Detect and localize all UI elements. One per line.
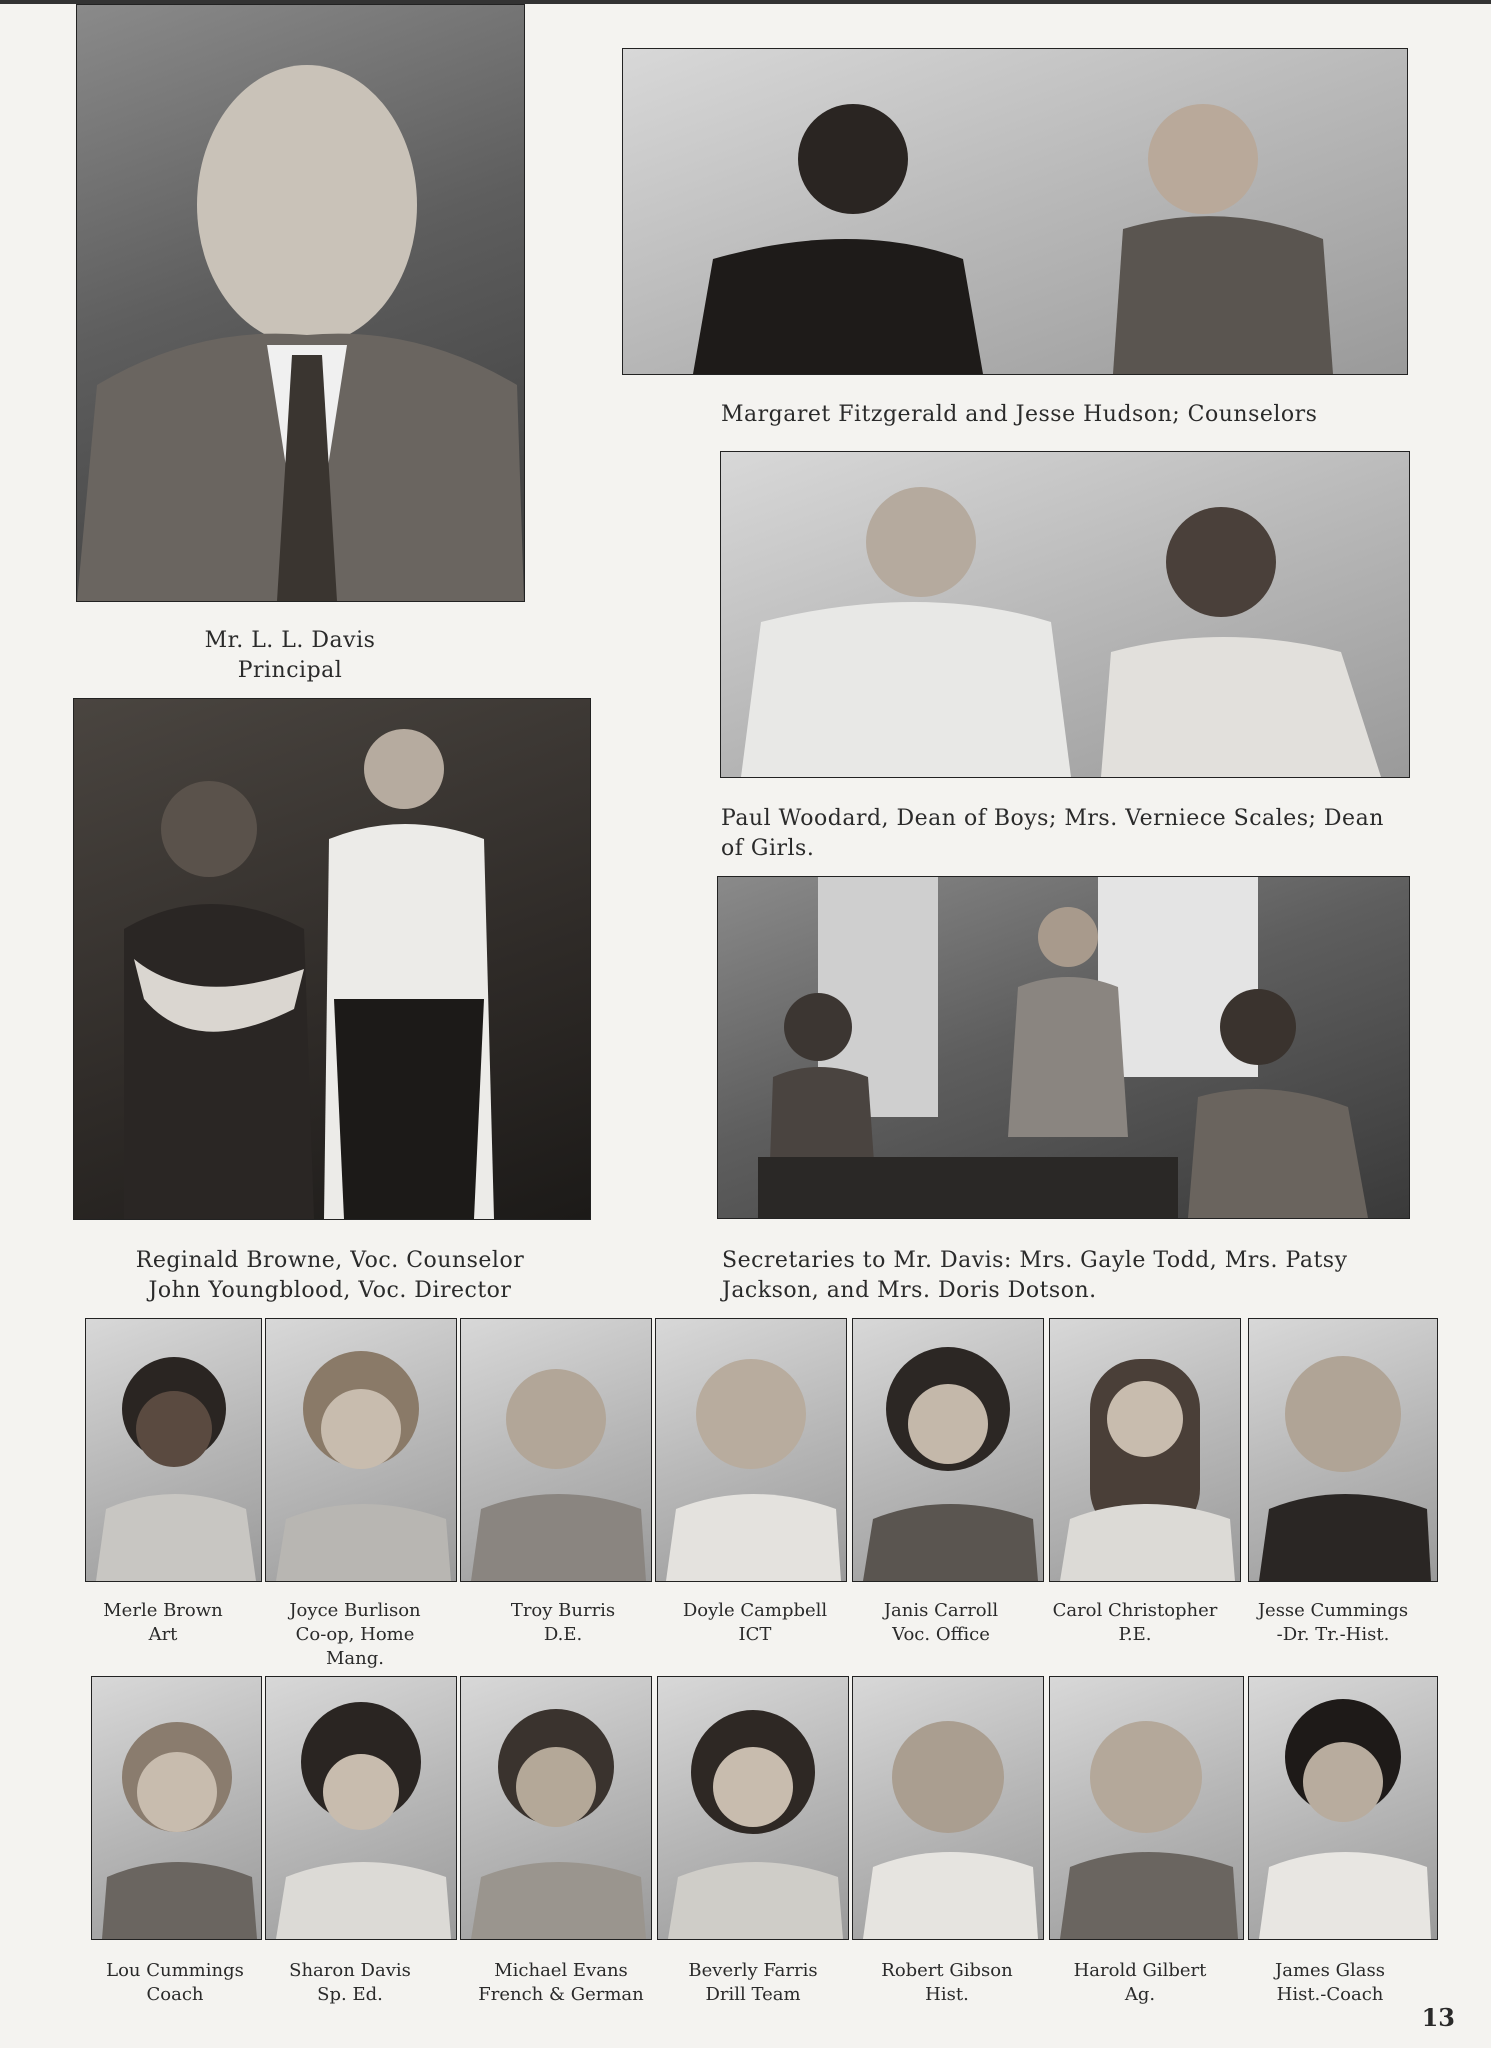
- faculty-photo: [1248, 1676, 1438, 1940]
- deans-caption-line1: Paul Woodard, Dean of Boys; Mrs. Verniece Scales; Dean: [721, 806, 1384, 831]
- deans-caption-line2: of Girls.: [721, 836, 815, 861]
- secretaries-caption-line2: Jackson, and Mrs. Doris Dotson.: [722, 1278, 1097, 1303]
- faculty-role: Hist.: [925, 1984, 969, 2005]
- faculty-name: Doyle Campbell: [682, 1600, 828, 1621]
- faculty-photo: [460, 1676, 652, 1940]
- faculty-role: D.E.: [543, 1624, 583, 1645]
- secretaries-caption-line1: Secretaries to Mr. Davis: Mrs. Gayle Todd, Mrs. Patsy: [722, 1248, 1348, 1273]
- faculty-photo: [460, 1318, 652, 1582]
- faculty-photo: [852, 1318, 1044, 1582]
- faculty-role: Art: [148, 1624, 178, 1645]
- principal-photo: [76, 4, 525, 602]
- faculty-caption: [658, 1959, 848, 2007]
- faculty-caption: [1040, 1599, 1230, 1647]
- faculty-name: Sharon Davis: [289, 1960, 411, 1981]
- faculty-name: Lou Cummings: [106, 1960, 244, 1981]
- voc-caption: [95, 1246, 565, 1306]
- faculty-caption: [68, 1599, 258, 1647]
- faculty-role: ICT: [738, 1624, 772, 1645]
- faculty-role: French & German: [478, 1984, 644, 2005]
- faculty-name: Michael Evans: [494, 1960, 628, 1981]
- page-number: 13: [1421, 2003, 1455, 2032]
- faculty-name: Troy Burris: [510, 1600, 616, 1621]
- faculty-caption: [468, 1599, 658, 1647]
- faculty-photo: [657, 1676, 849, 1940]
- faculty-name: Beverly Farris: [688, 1960, 818, 1981]
- faculty-name: Merle Brown: [103, 1600, 223, 1621]
- faculty-photo: [852, 1676, 1044, 1940]
- faculty-role: -Dr. Tr.-Hist.: [1276, 1624, 1390, 1645]
- faculty-role: Coach: [146, 1984, 204, 2005]
- faculty-name: Jesse Cummings: [1257, 1600, 1409, 1621]
- faculty-photo: [265, 1676, 457, 1940]
- faculty-name: Joyce Burlison: [289, 1600, 421, 1621]
- faculty-name: Robert Gibson: [881, 1960, 1013, 1981]
- voc-caption-line1: Reginald Browne, Voc. Counselor: [135, 1248, 525, 1273]
- faculty-photo: [1049, 1318, 1241, 1582]
- principal-title: Principal: [237, 658, 343, 683]
- faculty-name: Carol Christopher: [1052, 1600, 1218, 1621]
- faculty-caption: [1045, 1959, 1235, 2007]
- faculty-role: Ag.: [1124, 1984, 1156, 2005]
- faculty-name: James Glass: [1275, 1960, 1385, 1981]
- voc-caption-line2: John Youngblood, Voc. Director: [148, 1278, 512, 1303]
- faculty-name: Harold Gilbert: [1073, 1960, 1207, 1981]
- faculty-role: Voc. Office: [892, 1624, 990, 1645]
- counselors-caption: Margaret Fitzgerald and Jesse Hudson; Counselors: [721, 402, 1318, 427]
- deans-caption: [721, 804, 1421, 864]
- faculty-photo: [1248, 1318, 1438, 1582]
- faculty-role: P.E.: [1118, 1624, 1152, 1645]
- faculty-caption: [255, 1959, 445, 2007]
- faculty-photo: [85, 1318, 262, 1582]
- faculty-caption: [660, 1599, 850, 1647]
- faculty-role-line2: Mang.: [326, 1648, 384, 1669]
- faculty-caption: [260, 1599, 450, 1671]
- faculty-caption: [846, 1599, 1036, 1647]
- secretaries-photo: [717, 876, 1410, 1219]
- deans-photo: [720, 451, 1410, 778]
- faculty-caption: [852, 1959, 1042, 2007]
- faculty-caption: [80, 1959, 270, 2007]
- faculty-role: Sp. Ed.: [317, 1984, 383, 2005]
- faculty-caption: [1235, 1959, 1425, 2007]
- faculty-photo: [655, 1318, 847, 1582]
- faculty-role: Co-op, Home: [295, 1624, 415, 1645]
- faculty-photo: [91, 1676, 262, 1940]
- faculty-photo: [265, 1318, 457, 1582]
- faculty-caption: [1238, 1599, 1428, 1647]
- counselors-photo: [622, 48, 1408, 375]
- faculty-role: Drill Team: [705, 1984, 801, 2005]
- faculty-photo: [1049, 1676, 1244, 1940]
- voc-photo: [73, 698, 591, 1220]
- secretaries-caption: [722, 1246, 1422, 1306]
- faculty-name: Janis Carroll: [883, 1600, 999, 1621]
- faculty-caption: [466, 1959, 656, 2007]
- faculty-role: Hist.-Coach: [1276, 1984, 1384, 2005]
- principal-name: Mr. L. L. Davis: [204, 628, 376, 653]
- principal-caption: [110, 626, 470, 686]
